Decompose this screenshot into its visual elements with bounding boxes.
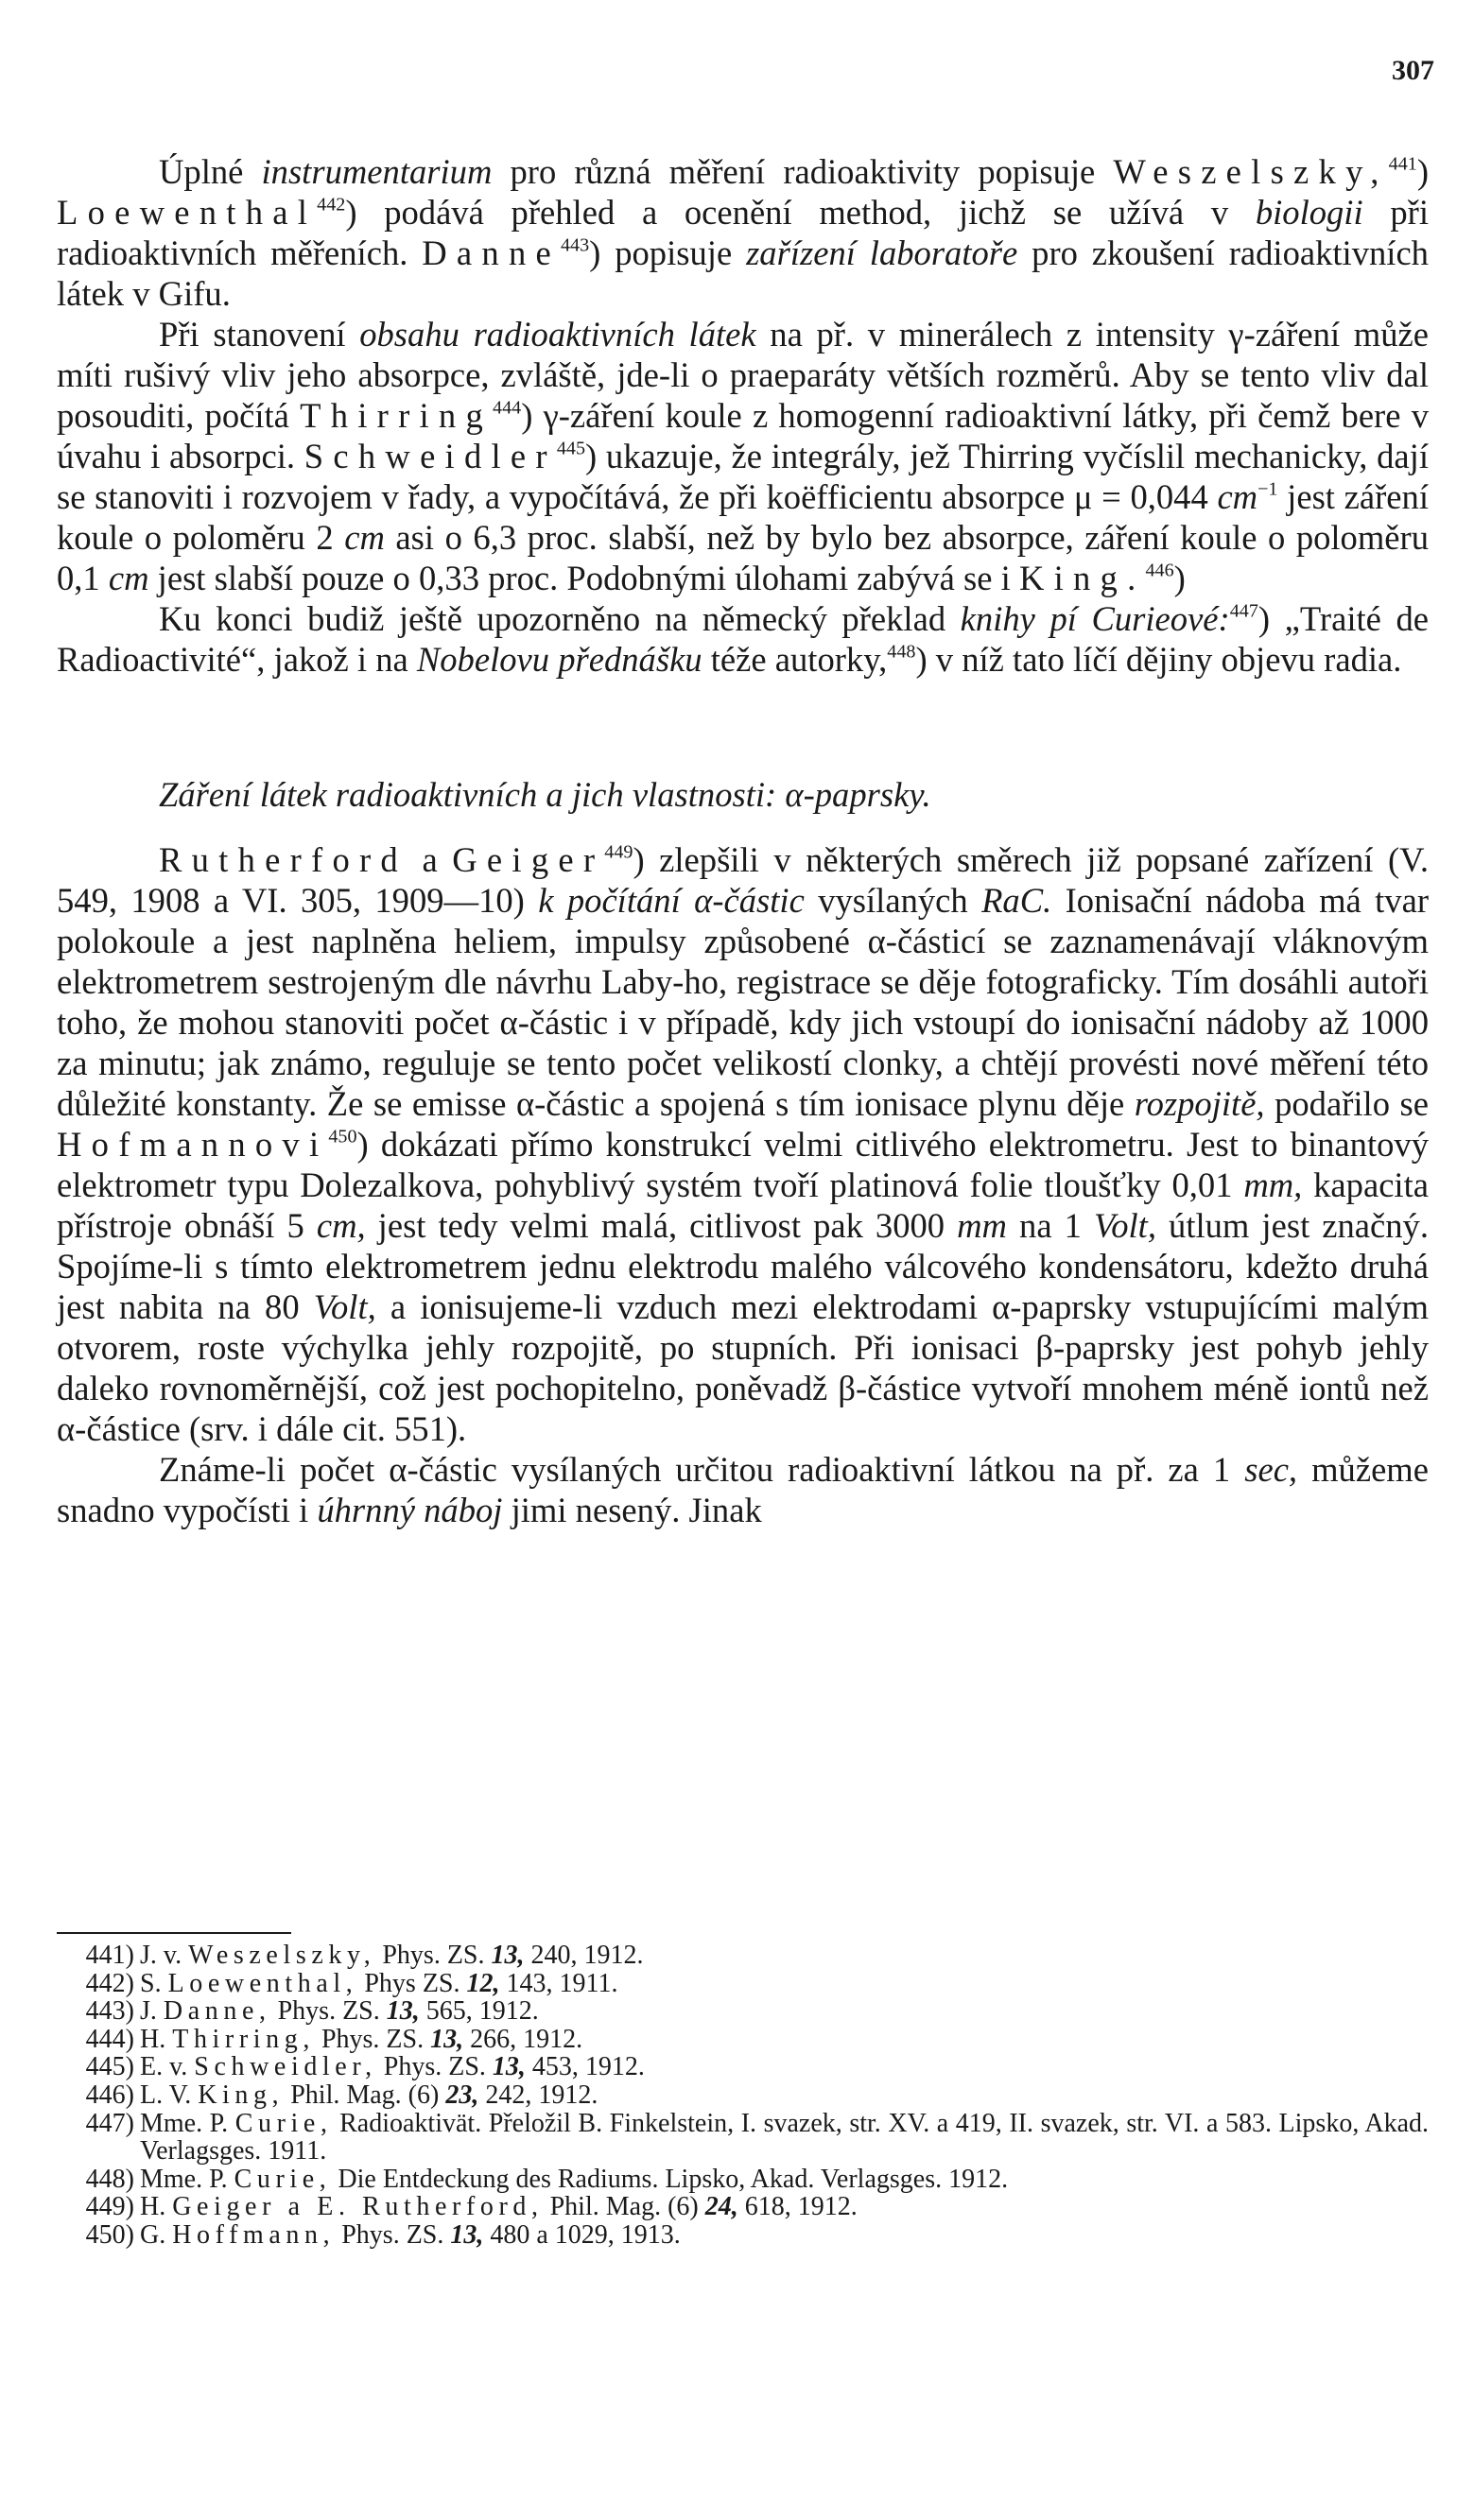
footnote-volume: 13, (492, 2052, 526, 2082)
italic-text: Volt, (313, 1287, 376, 1326)
footnote-ref: 448 (887, 641, 916, 663)
footnote-volume: 13, (450, 2219, 484, 2250)
footnote-number: 450) (85, 2219, 134, 2250)
text: Úplné (159, 152, 262, 191)
footnote-number: 445) (85, 2052, 134, 2082)
text: ) zlepšili v některých směrech již popsané zařízení (V. 549, 1908 a VI. 305, 1909—10) (57, 840, 1429, 920)
text: Při stanovení (159, 315, 360, 354)
footnote-text: Phil. Mag. (6) (284, 2080, 446, 2110)
footnote-text: Phys. ZS. (376, 2052, 493, 2082)
footnote-number: 448) (85, 2164, 134, 2194)
text: ) (1416, 152, 1429, 191)
paragraph-3 (57, 598, 1429, 680)
italic-text: Nobelovu přednášku (416, 640, 702, 679)
italic-text: cm, (316, 1206, 366, 1245)
footnote-number: 442) (85, 1968, 134, 1998)
text: jest slabší pouze o 0,33 proc. Podobnými úlohami zabývá se i (148, 559, 1019, 597)
italic-text: mm, (1243, 1165, 1303, 1204)
paragraph-2 (57, 314, 1429, 598)
paragraph-4 (57, 839, 1429, 1449)
text: jest záření koule o poloměru 2 (57, 477, 1429, 557)
footnote-author: King, (198, 2080, 285, 2110)
author-name: Loewenthal (57, 193, 318, 232)
italic-text: cm (108, 559, 149, 597)
footnote-author: Danne, (163, 1996, 271, 2027)
italic-text: RaC. (981, 881, 1052, 920)
footnote-volume: 13, (386, 1996, 420, 2027)
text: jest tedy velmi malá, citlivost pak 3000 (365, 1206, 958, 1245)
paragraph-1 (57, 151, 1429, 314)
footnote (57, 2166, 1429, 2194)
footnote-text: L. V. (140, 2080, 199, 2110)
text: a (407, 840, 453, 879)
text: ) ukazuje, že integrály, jež Thirring vyčíslil mechanicky, dají se stanoviti i rozvojem v řady, a vypočítává, že při koëfficientu absorpce μ = 0,044 (57, 437, 1429, 516)
footnote-volume: 12, (466, 1968, 500, 1998)
italic-text: rozpojitě, (1134, 1084, 1265, 1123)
footnote-ref: 443 (560, 234, 590, 256)
footnote-text: Radioaktivät. Přeložil B. Finkelstein, I. svazek, str. XV. a 419, II. svazek, str. VI. a 583. Lipsko, Akad. Verlagsges. 1911. (140, 2108, 1430, 2166)
text: pro zkoušení radioaktivních látek v Gifu. (57, 233, 1429, 313)
footnote-text: G. (140, 2219, 173, 2250)
footnote-text: 565, 1912. (419, 1996, 539, 2027)
text: asi o 6,3 proc. slabší, než by bylo bez absorpce, záření koule o poloměru 0,1 (57, 518, 1430, 597)
footnote-volume: 24, (704, 2192, 738, 2222)
text: Ku konci budiž ještě upozorněno na německý překlad (159, 599, 961, 638)
text: ) γ-záření koule z homogenní radioaktivní látky, při čemž bere v úvahu i absorpci. (57, 396, 1429, 475)
text: Ionisační nádoba má tvar polokoule a jest naplněna heliem, impulsy způsobené α-částicí se zaznamenávají vláknovým elektrometrem sestrojeným dle návrhu Laby-ho, registrace se děje fotograficky. Tím dosáhli autoři toho, že mohou stanoviti počet α-částic i v případě, kdy jich vstoupí do ionisační nádoby až 1000 za minutu; jak známo, reguluje se tento počet velikostí clonky, a chtějí provésti nové měření této důležité konstanty. Že se emisse α-částic a spojená s tím ionisace plynu děje (57, 881, 1430, 1123)
page-number: 307 (1392, 55, 1434, 86)
footnote (57, 1942, 1429, 1970)
footnote-number: 447) (85, 2108, 134, 2138)
footnote-text: H. (140, 2192, 173, 2222)
text: vysílaných (804, 881, 982, 920)
author-name: King. (1018, 559, 1146, 597)
footnote-text: Phys ZS. (357, 1968, 467, 1998)
author-name: Danne (422, 233, 561, 272)
footnote-text: 242, 1912. (478, 2080, 598, 2110)
footnote (57, 2081, 1429, 2110)
text: pro různá měření radioaktivity popisuje (492, 152, 1114, 191)
footnote-number: 449) (85, 2192, 134, 2222)
footnote-text: H. (140, 2024, 173, 2054)
footnote-ref: 445 (556, 438, 585, 459)
section-heading: Záření látek radioaktivních a jich vlastnosti: α-paprsky. (159, 775, 931, 814)
footnote-text: J. (140, 1996, 164, 2027)
footnote-author: Curie, (234, 2108, 333, 2138)
text: jimi nesený. Jinak (502, 1491, 762, 1529)
footnote-number: 441) (85, 1941, 134, 1970)
footnote-text: Phys. ZS. (375, 1941, 492, 1970)
text: ) „Traité de Radioactivité“, jakož i na (57, 599, 1429, 679)
footnote-ref: 449 (604, 841, 633, 863)
footnote-text: 453, 1912. (525, 2052, 645, 2082)
author-name: Weszelszky, (1113, 152, 1389, 191)
footnote-volume: 13, (491, 1941, 525, 1970)
paragraph-5 (57, 1449, 1429, 1530)
italic-text: k počítání α-částic (538, 881, 805, 920)
exponent: −1 (1257, 478, 1278, 500)
footnote-ref: 441 (1388, 153, 1417, 175)
footnote-text: J. v. (140, 1941, 189, 1970)
footnote-ref: 450 (328, 1126, 357, 1148)
footnote (57, 2193, 1429, 2221)
footnote-ref: 446 (1145, 560, 1174, 581)
italic-text: cm (1217, 477, 1258, 516)
footnote-text: Phys. ZS. (335, 2219, 451, 2250)
text: útlum jest značný. Spojíme-li s tímto elektrometrem jednu elektrodu malého válcového kondensátoru, kdežto druhá jest nabita na 80 (57, 1206, 1429, 1326)
text: podařilo se (1264, 1084, 1429, 1123)
text: kapacita přístroje obnáší 5 (57, 1165, 1429, 1245)
text: a ionisujeme-li vzduch mezi elektrodami α-paprsky vstupujícími malým otvorem, roste výchylka jehly rozpojitě, po stupních. Při ionisaci β-paprsky jest pohyb jehly daleko rovnoměrnější, což jest pochopitelno, poněvadž β-částice vytvoří mnohem méně iontů než α-částice (srv. i dále cit. 551). (57, 1287, 1429, 1448)
footnote-number: 443) (85, 1996, 134, 2027)
footnote-text: E. v. (140, 2052, 195, 2082)
footnote-text: Phys. ZS. (270, 1996, 387, 2027)
footnote-text: 480 a 1029, 1913. (483, 2219, 681, 2250)
footnote-ref: 444 (493, 397, 522, 419)
footnote (57, 1997, 1429, 2026)
footnote (57, 1970, 1429, 1998)
author-name: Rutherford (159, 840, 408, 879)
italic-text: knihy pí Curieové: (960, 599, 1230, 638)
text: na 1 (1006, 1206, 1094, 1245)
text: můžeme snadno vypočísti i (57, 1450, 1429, 1529)
footnote-author: Loewenthal, (167, 1968, 358, 1998)
text: téže autorky, (702, 640, 888, 679)
footnote-text: Mme. P. (140, 2164, 234, 2194)
footnote-author: Weszelszky, (188, 1941, 376, 1970)
italic-text: obsahu radioaktivních látek (359, 315, 756, 354)
footnote-rule (57, 1932, 291, 1934)
text: na př. v minerálech z intensity γ-záření může míti rušivý vliv jeho absorpce, zvláště, jde-li o praeparáty větších rozměrů. Aby se tento vliv dal posouditi, počítá (57, 315, 1429, 435)
text: ) popisuje (589, 233, 747, 272)
footnote-ref: 442 (317, 194, 346, 216)
footnote-text: Phys. ZS. (314, 2024, 431, 2054)
italic-text: instrumentarium (261, 152, 493, 191)
italic-text: mm (957, 1206, 1007, 1245)
footnote-text: 143, 1911. (499, 1968, 618, 1998)
author-name: Schweidler (303, 437, 557, 475)
text: při radioaktivních měřeních. (57, 193, 1429, 272)
text: ) dokázati přímo konstrukcí velmi citlivého elektrometru. Jest to binantový elektrometr typu Dolezalkova, pohyblivý systém tvoří platinová folie tloušťky 0,01 (57, 1125, 1429, 1204)
author-name: Geiger (452, 840, 605, 879)
italic-text: biologii (1255, 193, 1363, 232)
text: ) podává přehled a ocenění method, jichž se užívá v (345, 193, 1256, 232)
footnote-text: 618, 1912. (737, 2192, 858, 2222)
footnote-number: 446) (85, 2080, 134, 2110)
footnotes (57, 1942, 1429, 2250)
footnote-number: 444) (85, 2024, 134, 2054)
footnote-ref: 447 (1229, 600, 1258, 622)
footnote-author: Hoffmann, (172, 2219, 336, 2250)
footnote (57, 2053, 1429, 2081)
text: ) (1173, 559, 1186, 597)
footnote (57, 2221, 1429, 2250)
text: Známe-li počet α-částic vysílaných určitou radioaktivní látkou na př. za 1 (159, 1450, 1245, 1489)
footnote-volume: 23, (445, 2080, 479, 2110)
italic-text: Volt, (1093, 1206, 1156, 1245)
footnote-author: Geiger a E. Rutherford, (172, 2192, 544, 2222)
text: ) v níž tato líčí dějiny objevu radia. (915, 640, 1402, 679)
footnote-text: 266, 1912. (463, 2024, 583, 2054)
footnote-text: Die Entdeckung des Radiums. Lipsko, Akad. Verlagsges. 1912. (331, 2164, 1009, 2194)
footnote-author: Schweidler, (194, 2052, 377, 2082)
footnote-text: 240, 1912. (524, 1941, 644, 1970)
footnote-author: Curie, (234, 2164, 332, 2194)
italic-text: úhrnný náboj (317, 1491, 503, 1529)
main-text (57, 151, 1429, 1530)
footnote-volume: 13, (430, 2024, 464, 2054)
author-name: Thirring (300, 396, 494, 435)
footnote-text: S. (140, 1968, 168, 1998)
italic-text: sec, (1244, 1450, 1298, 1489)
footnote-text: Phil. Mag. (6) (543, 2192, 705, 2222)
italic-text: zařízení laboratoře (746, 233, 1018, 272)
footnote-author: Thirring, (172, 2024, 315, 2054)
italic-text: cm (344, 518, 385, 557)
footnote-text: Mme. P. (140, 2108, 235, 2138)
footnote (57, 2026, 1429, 2054)
author-name: Hofmannovi (57, 1125, 329, 1164)
footnote (57, 2110, 1429, 2166)
